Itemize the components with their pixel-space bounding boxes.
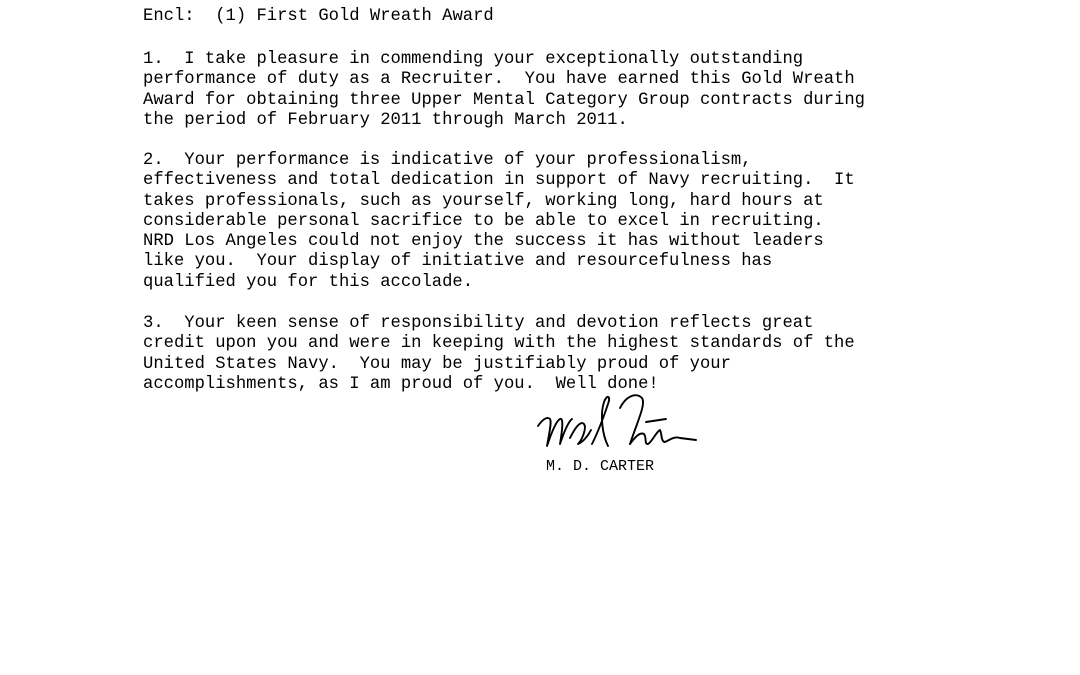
paragraph-line: effectiveness and total dedication in support of Navy recruiting. It — [143, 171, 855, 191]
paragraph-line: 1. I take pleasure in commending your exceptionally outstanding — [143, 50, 804, 69]
enclosure-label: Encl: — [143, 7, 195, 26]
paragraph-line: qualified you for this accolade. — [143, 272, 474, 292]
paragraph-line: takes professionals, such as yourself, working long, hard hours at — [143, 191, 824, 211]
paragraph-line: Award for obtaining three Upper Mental Category Group contracts during — [143, 90, 865, 110]
enclosure-item: (1) First Gold Wreath Award — [215, 7, 494, 26]
paragraph-line: performance of duty as a Recruiter. You have earned this Gold Wreath — [143, 70, 855, 90]
paragraph-line: NRD Los Angeles could not enjoy the success it has without leaders — [143, 232, 824, 252]
paragraph-line: 2. Your performance is indicative of your professionalism, — [143, 151, 752, 170]
paragraph-line: 3. Your keen sense of responsibility and devotion reflects great — [143, 314, 814, 333]
paragraph-line: credit upon you and were in keeping with the highest standards of the — [143, 334, 855, 354]
paragraph-line: United States Navy. You may be justifiably proud of your — [143, 354, 731, 374]
paragraph-line: accomplishments, as I am proud of you. Well done! — [143, 374, 659, 394]
paragraph-1 — [143, 50, 963, 131]
enclosure-line — [143, 7, 494, 27]
paragraph-2 — [143, 151, 963, 293]
handwritten-signature-icon — [534, 386, 704, 466]
paragraph-line: considerable personal sacrifice to be able to excel in recruiting. — [143, 211, 824, 231]
signer-name: M. D. CARTER — [546, 458, 655, 475]
paragraph-line: like you. Your display of initiative and resourcefulness has — [143, 252, 773, 272]
paragraph-line: the period of February 2011 through March 2011. — [143, 110, 628, 130]
paragraph-3 — [143, 314, 963, 395]
